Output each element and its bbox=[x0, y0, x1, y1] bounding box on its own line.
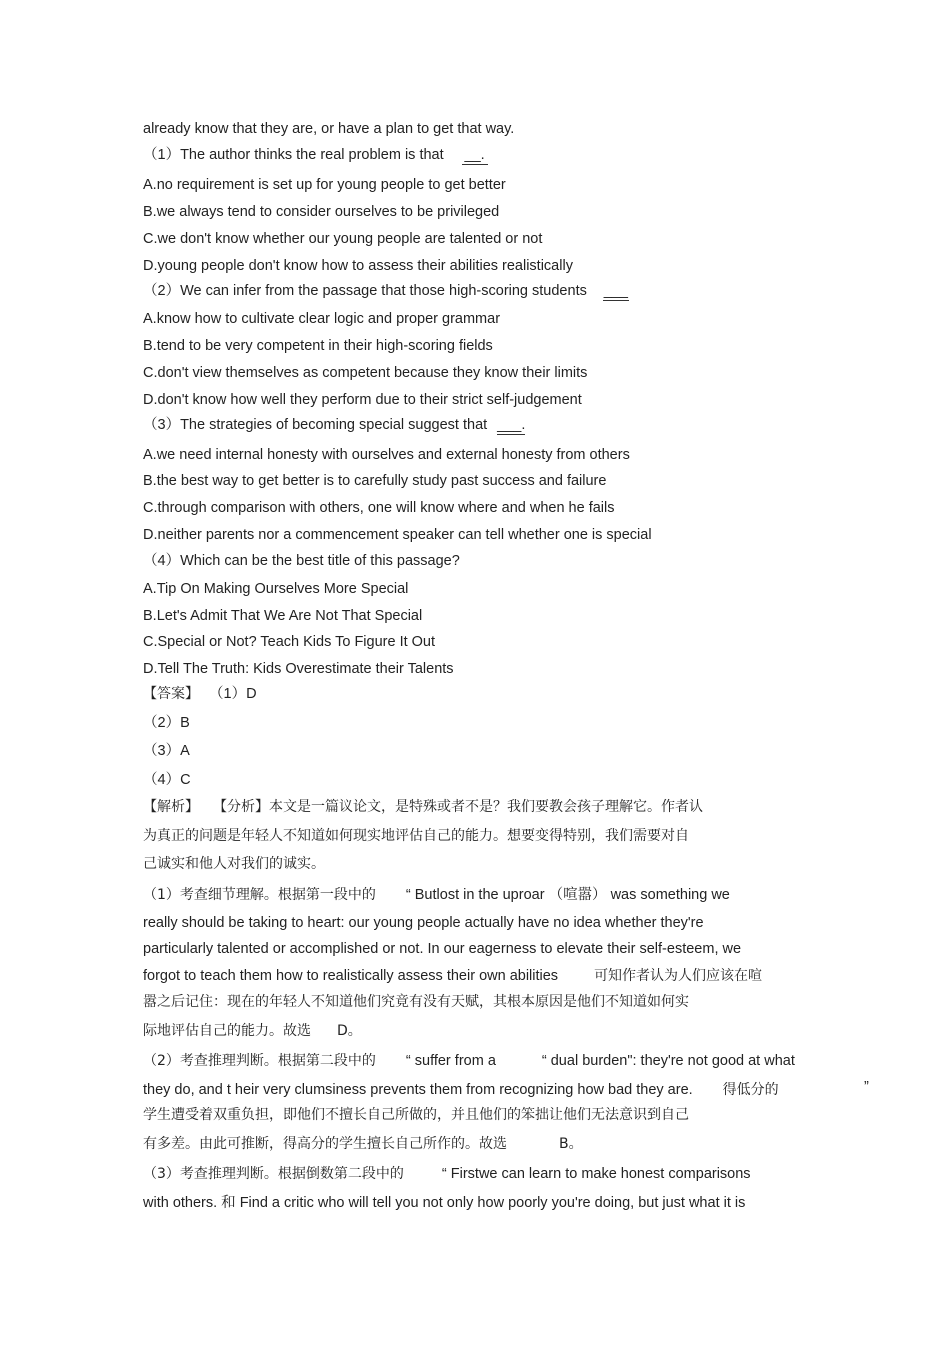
question-number: （1） bbox=[143, 147, 181, 163]
explanation-3-line-2: with others. 和 Find a critic who will tell you not only how poorly you're doing, but just what it is bbox=[143, 1195, 746, 1211]
option-2a: A.know how to cultivate clear logic and proper grammar bbox=[143, 311, 501, 327]
answer-blank: __. bbox=[462, 146, 488, 165]
explanation-1-line-2: really should be taking to heart: our young people actually have no idea whether they're bbox=[143, 915, 704, 931]
analysis-line-1: 【解析】 【分析】本文是一篇议论文，是特殊或者不是？我们要教会孩子理解它。作者认 bbox=[143, 799, 703, 815]
question-2 bbox=[143, 282, 629, 301]
option-1d: D.young people don't know how to assess their abilities realistically bbox=[143, 258, 573, 274]
explanation-2-line-1: （2）考查推理判断。根据第二段中的 “ suffer from a “ dual burden": they're not good at what bbox=[143, 1053, 795, 1069]
answer-item-2: （2）B bbox=[143, 715, 190, 731]
explanation-1-line-1: （1）考查细节理解。根据第一段中的 “ Butlost in the uproar （喧嚣） was something we bbox=[143, 887, 730, 903]
answer-blank: ___. bbox=[497, 417, 526, 433]
explanation-3-line-1: （3）考查推理判断。根据倒数第二段中的 “ Firstwe can learn to make honest comparisons bbox=[143, 1166, 751, 1182]
option-2d: D.don't know how well they perform due to their strict self-judgement bbox=[143, 392, 582, 408]
analysis-line-3: 己诚实和他人对我们的诚实。 bbox=[143, 856, 325, 872]
option-3d: D.neither parents nor a commencement speaker can tell whether one is special bbox=[143, 527, 652, 543]
answer-item-4: （4）C bbox=[143, 772, 191, 788]
question-1 bbox=[143, 146, 488, 165]
explanation-1-line-4: forgot to teach them how to realistically assess their own abilities 可知作者认为人们应该在喧 bbox=[143, 968, 763, 984]
answer-item-3: （3）A bbox=[143, 743, 190, 759]
question-stem: Which can be the best title of this passage? bbox=[180, 553, 460, 569]
option-4c: C.Special or Not? Teach Kids To Figure It Out bbox=[143, 634, 436, 650]
option-4d: D.Tell The Truth: Kids Overestimate their Talents bbox=[143, 661, 454, 677]
answer-blank: ___ bbox=[603, 283, 628, 299]
option-4a: A.Tip On Making Ourselves More Special bbox=[143, 581, 409, 597]
option-3b: B.the best way to get better is to carefully study past success and failure bbox=[143, 473, 607, 489]
intro-tail: already know that they are, or have a plan to get that way. bbox=[143, 121, 515, 137]
option-3c: C.through comparison with others, one will know where and when he fails bbox=[143, 500, 615, 516]
closing-quote: ” bbox=[864, 1079, 869, 1095]
explanation-2-line-2: they do, and t heir very clumsiness prevents them from recognizing how bad they are. 得低分的 bbox=[143, 1082, 779, 1098]
question-stem: The author thinks the real problem is that bbox=[180, 147, 444, 163]
option-2b: B.tend to be very competent in their high-scoring fields bbox=[143, 338, 493, 354]
answer-item-1: （1）D bbox=[209, 686, 257, 702]
question-4 bbox=[143, 552, 460, 570]
question-number: （4） bbox=[143, 553, 181, 569]
answer-line bbox=[143, 685, 257, 703]
question-stem: We can infer from the passage that those high-scoring students bbox=[180, 283, 587, 299]
option-1b: B.we always tend to consider ourselves to be privileged bbox=[143, 204, 500, 220]
explanation-1-line-5: 嚣之后记住：现在的年轻人不知道他们究竟有没有天赋，其根本原因是他们不知道如何实 bbox=[143, 994, 689, 1010]
explanation-1-line-6: 际地评估自己的能力。故选 D。 bbox=[143, 1023, 362, 1039]
option-3a: A.we need internal honesty with ourselves and external honesty from others bbox=[143, 447, 630, 463]
question-number: （3） bbox=[143, 417, 181, 433]
explanation-2-line-4: 有多差。由此可推断，得高分的学生擅长自己所作的。故选 B。 bbox=[143, 1136, 583, 1152]
analysis-label: 【解析】 bbox=[143, 799, 199, 815]
option-1a: A.no requirement is set up for young people to get better bbox=[143, 177, 506, 193]
answer-label: 【答案】 bbox=[143, 686, 199, 702]
question-stem: The strategies of becoming special suggest that bbox=[180, 417, 488, 433]
option-1c: C.we don't know whether our young people are talented or not bbox=[143, 231, 543, 247]
question-3 bbox=[143, 416, 525, 435]
explanation-1-line-3: particularly talented or accomplished or not. In our eagerness to elevate their self-esteem, we bbox=[143, 941, 742, 957]
analysis-line-2: 为真正的问题是年轻人不知道如何现实地评估自己的能力。想要变得特别，我们需要对自 bbox=[143, 828, 689, 844]
explanation-2-line-3: 学生遭受着双重负担，即他们不擅长自己所做的，并且他们的笨拙让他们无法意识到自己 bbox=[143, 1107, 689, 1123]
question-number: （2） bbox=[143, 283, 181, 299]
option-4b: B.Let's Admit That We Are Not That Special bbox=[143, 608, 423, 624]
option-2c: C.don't view themselves as competent because they know their limits bbox=[143, 365, 588, 381]
